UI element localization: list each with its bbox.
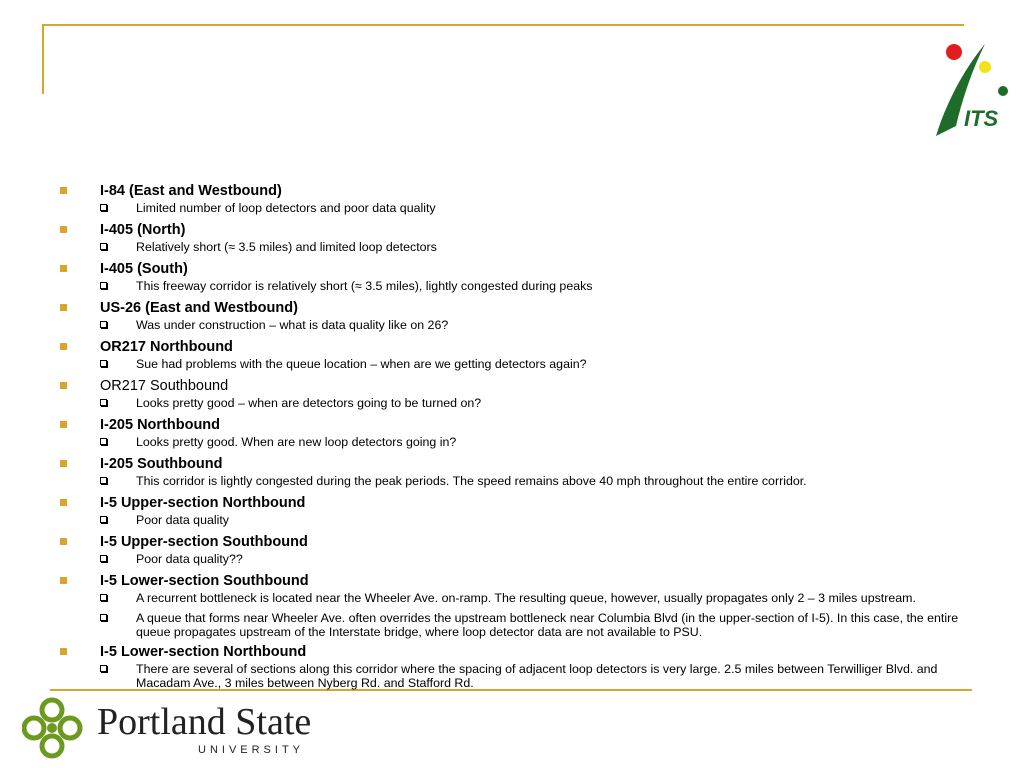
sub-item [60,240,970,256]
its-logo-text: ITS [964,106,999,131]
square-bullet-icon [60,377,100,395]
list-item [60,377,970,396]
sub-item [60,357,970,373]
frame-top-line [42,24,964,26]
hollow-square-bullet-icon [60,397,136,411]
square-bullet-icon [60,533,100,551]
item-note: Was under construction – what is data quality like on 26? [136,318,449,332]
item-note: There are several of sections along this corridor where the spacing of adjacent loop detectors is very large. 2.5 miles between Terwilliger Blvd. and Macadam Ave., 3 miles between Nyberg Rd. and Stafford Rd. [136,662,938,690]
sub-item [60,662,970,690]
item-note: A queue that forms near Wheeler Ave. often overrides the upstream bottleneck near Columbia Blvd (in the upper-section of I-5). In this case, the entire queue propagates upstream of the Interstate bridge, where loop detector data are not available to PSU. [136,611,959,639]
sub-item [60,611,970,639]
hollow-square-bullet-icon [60,514,136,528]
psu-logo [22,696,332,760]
item-note: Sue had problems with the queue location – when are we getting detectors again? [136,357,587,371]
psu-name: Portland State [97,701,312,743]
item-heading: I-205 Southbound [100,456,223,472]
hollow-square-bullet-icon [60,436,136,450]
list-item [60,338,970,357]
item-note: Poor data quality?? [136,552,243,566]
hollow-square-bullet-icon [60,280,136,294]
square-bullet-icon [60,455,100,473]
its-logo [928,40,1012,140]
list-item [60,221,970,240]
item-note: Poor data quality [136,513,229,527]
sub-item [60,513,970,529]
square-bullet-icon [60,643,100,661]
item-note: Looks pretty good. When are new loop detectors going in? [136,435,457,449]
item-note: Looks pretty good – when are detectors going to be turned on? [136,396,482,410]
item-note: A recurrent bottleneck is located near the Wheeler Ave. on-ramp. The resulting queue, however, usually propagates only 2 – 3 miles upstream. [136,591,916,605]
sub-item [60,591,970,607]
item-heading: I-5 Lower-section Southbound [100,573,309,589]
hollow-square-bullet-icon [60,592,136,606]
sub-item [60,435,970,451]
item-heading: I-5 Upper-section Southbound [100,534,308,550]
item-heading: I-5 Lower-section Northbound [100,644,307,660]
square-bullet-icon [60,494,100,512]
item-heading: OR217 Southbound [100,378,229,394]
hollow-square-bullet-icon [60,553,136,567]
sub-item [60,396,970,412]
list-item [60,299,970,318]
item-heading: I-405 (South) [100,261,188,277]
hollow-square-bullet-icon [60,663,136,677]
hollow-square-bullet-icon [60,358,136,372]
sub-item [60,552,970,568]
sub-item [60,201,970,217]
hollow-square-bullet-icon [60,475,136,489]
sub-item [60,474,970,490]
item-note: This corridor is lightly congested during the peak periods. The speed remains above 40 mph throughout the entire corridor. [136,474,807,488]
list-item [60,260,970,279]
list-item [60,494,970,513]
item-note: Relatively short (≈ 3.5 miles) and limited loop detectors [136,240,437,254]
item-heading: I-405 (North) [100,222,186,238]
sub-item [60,279,970,295]
psu-sub: UNIVERSITY [198,744,305,756]
list-item [60,416,970,435]
list-item [60,455,970,474]
square-bullet-icon [60,338,100,356]
list-item [60,643,970,662]
item-heading: I-84 (East and Westbound) [100,183,282,199]
bullet-list [60,182,970,694]
square-bullet-icon [60,299,100,317]
item-heading: OR217 Northbound [100,339,233,355]
item-heading: I-205 Northbound [100,417,221,433]
item-heading: I-5 Upper-section Northbound [100,495,306,511]
hollow-square-bullet-icon [60,241,136,255]
hollow-square-bullet-icon [60,202,136,216]
square-bullet-icon [60,221,100,239]
square-bullet-icon [60,416,100,434]
item-note: Limited number of loop detectors and poor data quality [136,201,436,215]
square-bullet-icon [60,260,100,278]
sub-item [60,318,970,334]
hollow-square-bullet-icon [60,612,136,626]
item-heading: US-26 (East and Westbound) [100,300,298,316]
frame-left-line [42,24,44,94]
list-item [60,182,970,201]
item-note: This freeway corridor is relatively short (≈ 3.5 miles), lightly congested during peaks [136,279,593,293]
list-item [60,572,970,591]
list-item [60,533,970,552]
hollow-square-bullet-icon [60,319,136,333]
square-bullet-icon [60,572,100,590]
square-bullet-icon [60,182,100,200]
